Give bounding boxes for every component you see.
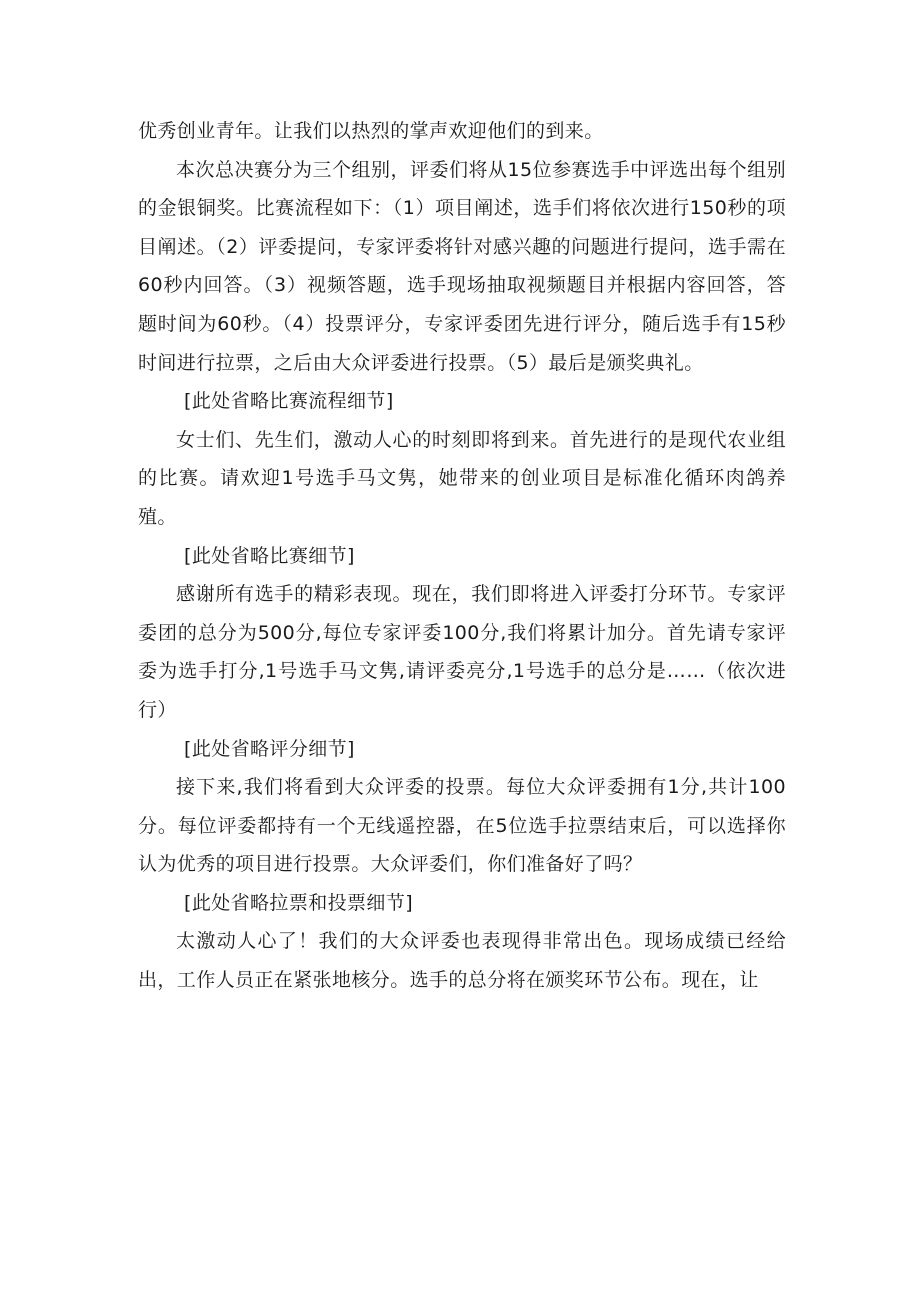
paragraph-first-contestant: 女士们、先生们，激动人心的时刻即将到来。首先进行的是现代农业组的比赛。请欢迎1号选手马文隽，她带来的创业项目是标准化循环肉鸽养殖。	[138, 428, 786, 528]
note-competition-omitted: [此处省略比赛细节]	[184, 544, 355, 567]
note-voting-omitted: [此处省略拉票和投票细节]	[184, 891, 414, 914]
paragraph-public-voting: 接下来,我们将看到大众评委的投票。每位大众评委拥有1分,共计100分。每位评委都持有一个无线遥控器，在5位选手拉票结束后，可以选择你认为优秀的项目进行投票。大众评委们，你们准备好了吗？	[138, 776, 786, 876]
paragraph-expert-scoring: 感谢所有选手的精彩表现。现在，我们即将进入评委打分环节。专家评委团的总分为500分,每位专家评委100分,我们将累计加分。首先请专家评委为选手打分,1号选手马文隽,请评委亮分,1号选手的总分是……（依次进行）	[138, 583, 786, 721]
paragraph-intro-continuation: 优秀创业青年。让我们以热烈的掌声欢迎他们的到来。	[138, 120, 604, 142]
note-process-omitted: [此处省略比赛流程细节]	[184, 390, 394, 413]
paragraph-results: 太激动人心了！我们的大众评委也表现得非常出色。现场成绩已经给出，工作人员正在紧张地核分。选手的总分将在颁奖环节公布。现在，让	[138, 930, 786, 992]
document-page	[138, 112, 786, 1000]
paragraph-competition-process: 本次总决赛分为三个组别，评委们将从15位参赛选手中评选出每个组别的金银铜奖。比赛流程如下：（1）项目阐述，选手们将依次进行150秒的项目阐述。（2）评委提问，专家评委将针对感兴趣的问题进行提问，选手需在60秒内回答。（3）视频答题，选手现场抽取视频题目并根据内容回答，答题时间为60秒。（4）投票评分，专家评委团先进行评分，随后选手有15秒时间进行拉票，之后由大众评委进行投票。（5）最后是颁奖典礼。	[138, 158, 786, 374]
note-scoring-omitted: [此处省略评分细节]	[184, 737, 355, 760]
